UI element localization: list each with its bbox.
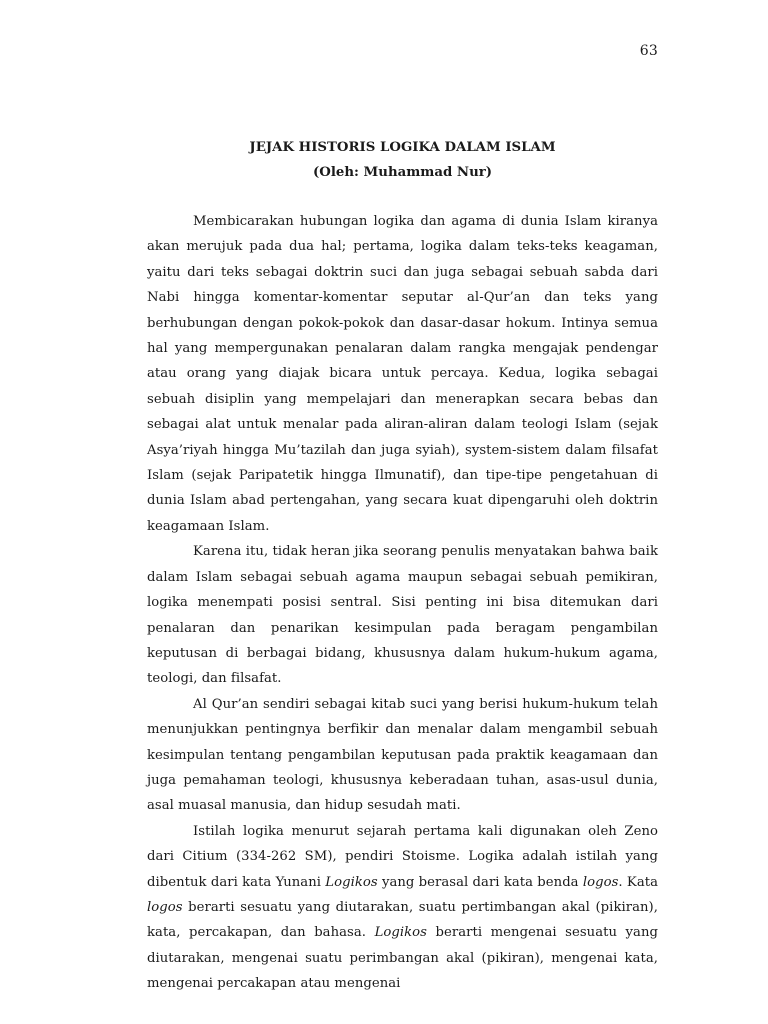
- paragraph-4-text: . Kata: [618, 874, 659, 890]
- title-block: [147, 135, 658, 185]
- term-logikos: Logikos: [374, 925, 427, 941]
- paragraph-4-text: Istilah logika menurut sejarah pertama kali digunakan oleh Zeno dari Citium (334-262 SM), pendiri Stoisme. Logika adalah istilah yang dibentuk dari kata Yunani: [147, 823, 658, 890]
- article-body: [147, 209, 658, 997]
- page-number: 63: [639, 43, 658, 59]
- paragraph-1: Membicarakan hubungan logika dan agama di dunia Islam kiranya akan merujuk pada dua hal; pertama, logika dalam teks-teks keagaman, yaitu dari teks sebagai doktrin suci dan juga sebagai sebuah sabda dari Nabi hingga komentar-komentar seputar al-Qur’an dan teks yang berhubungan dengan pokok-pokok dan dasar-dasar hokum. Intinya semua hal yang mempergunakan penalaran dalam rangka mengajak pendengar atau orang yang diajak bicara untuk percaya. Kedua, logika sebagai sebuah disiplin yang mempelajari dan menerapkan secara bebas dan sebagai alat untuk menalar pada aliran-aliran dalam teologi Islam (sejak Asya’riyah hingga Mu’tazilah dan juga syiah), system-sistem dalam filsafat Islam (sejak Paripatetik hingga Ilmunatif), dan tipe-tipe pengetahuan di dunia Islam abad pertengahan, yang secara kuat dipengaruhi oleh doktrin keagamaan Islam.: [147, 214, 658, 534]
- term-logikos: Logikos: [325, 874, 378, 890]
- article-author: (Oleh: Muhammad Nur): [312, 165, 493, 180]
- article-title: JEJAK HISTORIS LOGIKA DALAM ISLAM: [249, 140, 556, 155]
- paragraph-3: Al Qur’an sendiri sebagai kitab suci yang berisi hukum-hukum telah menunjukkan pentingnya berfikir dan menalar dalam mengambil sebuah kesimpulan tentang pengambilan keputusan pada praktik keagamaan dan juga pemahaman teologi, khususnya keberadaan tuhan, asas-usul dunia, asal muasal manusia, dan hidup sesudah mati.: [147, 696, 658, 814]
- paragraph-4-text: berarti mengenai sesuatu yang diutarakan, mengenai suatu perimbangan akal (pikiran), mengenai kata, mengenai percakapan atau mengenai: [147, 925, 658, 992]
- term-logos: logos: [582, 874, 619, 890]
- term-logos: logos: [147, 899, 183, 915]
- paragraph-4: [147, 819, 658, 997]
- paragraph-2: Karena itu, tidak heran jika seorang penulis menyatakan bahwa baik dalam Islam sebagai sebuah agama maupun sebagai sebuah pemikiran, logika menempati posisi sentral. Sisi penting ini bisa ditemukan dari penalaran dan penarikan kesimpulan pada beragam pengambilan keputusan di berbagai bidang, khususnya dalam hukum-hukum agama, teologi, dan filsafat.: [147, 544, 658, 687]
- paragraph-4-text: berarti sesuatu yang diutarakan, suatu pertimbangan akal (pikiran), kata, percakapan, dan bahasa.: [147, 899, 658, 941]
- paragraph-4-text: yang berasal dari kata benda: [377, 874, 583, 890]
